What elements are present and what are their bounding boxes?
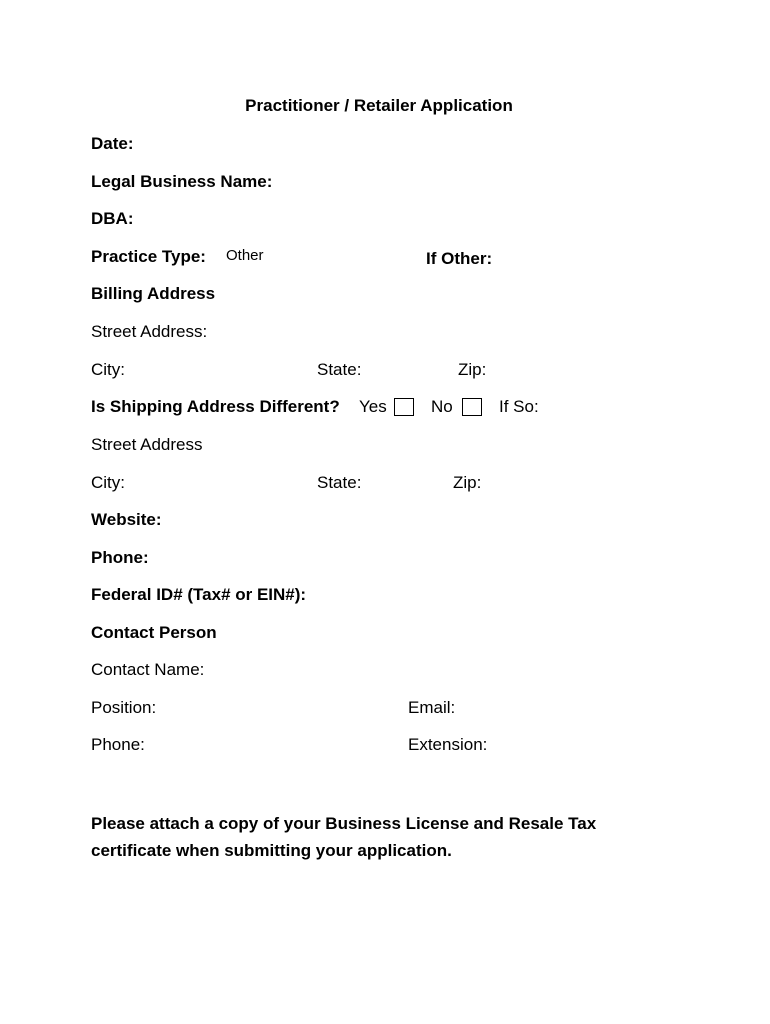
contact-email-label: Email: (408, 698, 456, 717)
billing-zip-label: Zip: (458, 360, 487, 379)
shipping-different-question: Is Shipping Address Different? (91, 397, 340, 416)
shipping-yes-checkbox[interactable] (394, 398, 414, 416)
legal-business-name-label: Legal Business Name: (91, 172, 273, 191)
shipping-yes-label: Yes (359, 397, 387, 416)
shipping-if-so-label: If So: (499, 397, 539, 416)
dba-label: DBA: (91, 209, 134, 228)
if-other-label: If Other: (426, 249, 493, 268)
contact-phone-label: Phone: (91, 735, 145, 754)
website-label: Website: (91, 510, 162, 529)
billing-city-label: City: (91, 360, 125, 379)
contact-position-label: Position: (91, 698, 157, 717)
shipping-city-label: City: (91, 473, 125, 492)
billing-street-address-label: Street Address: (91, 322, 208, 341)
shipping-zip-label: Zip: (453, 473, 482, 492)
billing-address-heading: Billing Address (91, 284, 216, 303)
shipping-no-label: No (431, 397, 453, 416)
shipping-state-label: State: (317, 473, 362, 492)
shipping-no-checkbox[interactable] (462, 398, 482, 416)
federal-id-label: Federal ID# (Tax# or EIN#): (91, 585, 307, 604)
contact-name-label: Contact Name: (91, 660, 205, 679)
billing-state-label: State: (317, 360, 362, 379)
contact-extension-label: Extension: (408, 735, 488, 754)
phone-label: Phone: (91, 548, 149, 567)
practice-type-label: Practice Type: (91, 247, 206, 266)
attachment-note: Please attach a copy of your Business License and Resale Tax certificate when submitting your application. (91, 814, 597, 860)
shipping-street-address-label: Street Address (91, 435, 203, 454)
practice-type-value[interactable]: Other (226, 247, 264, 264)
contact-person-heading: Contact Person (91, 623, 217, 642)
date-label: Date: (91, 134, 134, 153)
form-title: Practitioner / Retailer Application (245, 96, 513, 115)
